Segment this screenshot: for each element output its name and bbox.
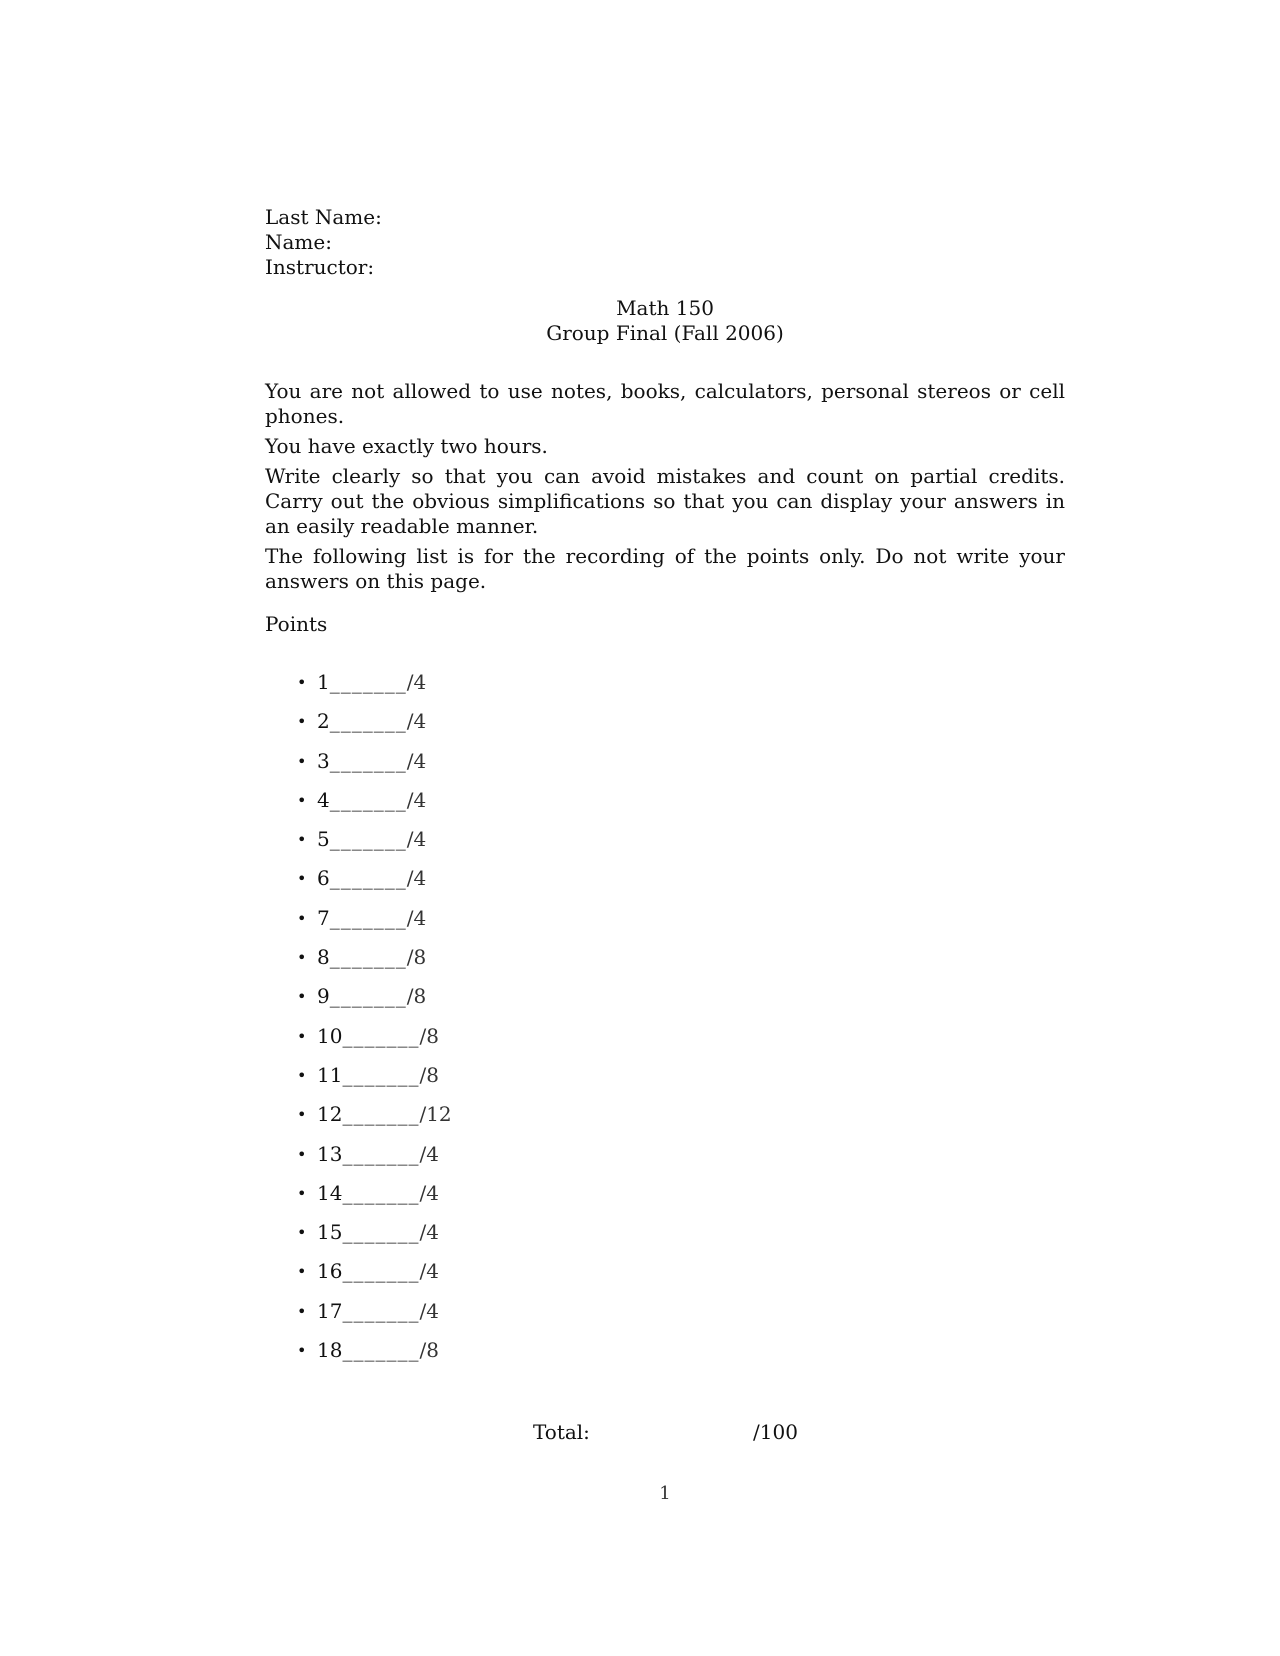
score-blank: _______ (329, 905, 407, 930)
last-name-label: Last Name: (265, 205, 382, 229)
question-number: 9 (317, 984, 330, 1009)
list-item (297, 1102, 1065, 1141)
list-item (297, 827, 1065, 866)
bullet-icon: • (297, 1223, 307, 1243)
max-points: /4 (406, 827, 427, 852)
instructions (265, 379, 1065, 594)
list-item (297, 1338, 1065, 1377)
question-number: 16 (317, 1259, 343, 1284)
question-number: 15 (317, 1220, 343, 1245)
student-info-fields (265, 205, 1065, 280)
max-points: /12 (419, 1102, 452, 1127)
bullet-icon: • (297, 1026, 307, 1046)
score-blank: _______ (342, 1338, 420, 1363)
bullet-icon: • (297, 1105, 307, 1125)
score-blank: _______ (329, 709, 407, 734)
question-number: 11 (317, 1062, 343, 1087)
question-number: 3 (317, 748, 330, 773)
list-item (297, 1063, 1065, 1102)
score-blank: _______ (329, 748, 407, 773)
list-item (297, 1024, 1065, 1063)
bullet-icon: • (297, 1144, 307, 1164)
list-item (297, 1299, 1065, 1338)
instruction-paragraph: You are not allowed to use notes, books, calculators, personal stereos or cell phones. (265, 379, 1065, 428)
bullet-icon: • (297, 1065, 307, 1085)
bullet-icon: • (297, 673, 307, 692)
list-item (297, 945, 1065, 984)
question-number: 14 (317, 1180, 343, 1205)
score-blank: _______ (342, 1180, 420, 1205)
list-item (297, 1142, 1065, 1181)
exam-cover-page (265, 205, 1065, 1377)
score-blank: _______ (329, 827, 407, 852)
bullet-icon: • (297, 1301, 307, 1321)
max-points: /4 (406, 748, 427, 773)
question-number: 13 (317, 1141, 343, 1166)
bullet-icon: • (297, 987, 307, 1007)
max-points: /8 (419, 1338, 439, 1363)
list-item (297, 906, 1065, 945)
list-item (297, 749, 1065, 788)
bullet-icon: • (297, 751, 307, 771)
score-blank: _______ (329, 670, 407, 694)
list-item (297, 670, 1065, 709)
score-blank: _______ (342, 1023, 420, 1048)
list-item (297, 709, 1065, 748)
score-blank: _______ (329, 945, 407, 970)
max-points: /8 (406, 945, 427, 970)
total-max: /100 (753, 1420, 798, 1444)
bullet-icon: • (297, 1262, 307, 1282)
question-number: 5 (317, 827, 330, 852)
score-blank: _______ (342, 1220, 420, 1245)
max-points: /4 (419, 1220, 439, 1245)
max-points: /4 (419, 1141, 439, 1166)
score-blank: _______ (329, 787, 407, 812)
list-item (297, 984, 1065, 1023)
bullet-icon: • (297, 712, 307, 732)
question-number: 10 (317, 1023, 343, 1048)
question-number: 17 (317, 1298, 343, 1323)
score-blank: _______ (342, 1141, 420, 1166)
list-item (297, 1259, 1065, 1298)
max-points: /4 (406, 709, 427, 734)
question-number: 18 (317, 1338, 343, 1363)
score-blank: _______ (342, 1259, 420, 1284)
instruction-paragraph: The following list is for the recording of the points only. Do not write your answers on this page. (265, 544, 1065, 593)
max-points: /8 (419, 1062, 439, 1087)
score-blank: _______ (342, 1298, 420, 1323)
instruction-paragraph: You have exactly two hours. (265, 434, 548, 458)
max-points: /4 (406, 866, 427, 891)
max-points: /4 (419, 1180, 439, 1205)
bullet-icon: • (297, 1183, 307, 1203)
question-number: 12 (317, 1102, 343, 1127)
bullet-icon: • (297, 790, 307, 810)
score-blank: _______ (342, 1062, 420, 1087)
points-list (265, 670, 1065, 1377)
max-points: /4 (419, 1298, 439, 1323)
question-number: 4 (317, 787, 330, 812)
exam-name: Group Final (Fall 2006) (546, 321, 784, 345)
exam-title (265, 296, 1065, 346)
question-number: 2 (317, 709, 330, 734)
list-item (297, 866, 1065, 905)
score-blank: _______ (329, 984, 407, 1009)
bullet-icon: • (297, 869, 307, 889)
max-points: /4 (419, 1259, 439, 1284)
list-item (297, 1220, 1065, 1259)
score-blank: _______ (329, 866, 407, 891)
total-label: Total: (533, 1420, 590, 1444)
max-points: /4 (406, 670, 427, 694)
max-points: /4 (406, 905, 427, 930)
question-number: 6 (317, 866, 330, 891)
bullet-icon: • (297, 830, 307, 850)
name-label: Name: (265, 230, 332, 254)
points-heading: Points (265, 612, 328, 636)
page-number: 1 (659, 1483, 671, 1504)
question-number: 1 (317, 670, 330, 694)
instruction-paragraph: Write clearly so that you can avoid mistakes and count on partial credits. Carry out the obvious simplifications so that you can display your answers in an easily readable manner. (265, 464, 1065, 538)
score-blank: _______ (342, 1102, 420, 1127)
instructor-label: Instructor: (265, 255, 375, 279)
list-item (297, 1181, 1065, 1220)
bullet-icon: • (297, 948, 307, 968)
list-item (297, 788, 1065, 827)
max-points: /8 (406, 984, 427, 1009)
max-points: /8 (419, 1023, 439, 1048)
bullet-icon: • (297, 908, 307, 928)
max-points: /4 (406, 787, 427, 812)
question-number: 7 (317, 905, 330, 930)
question-number: 8 (317, 945, 330, 970)
course-title: Math 150 (616, 296, 714, 320)
bullet-icon: • (297, 1341, 307, 1361)
